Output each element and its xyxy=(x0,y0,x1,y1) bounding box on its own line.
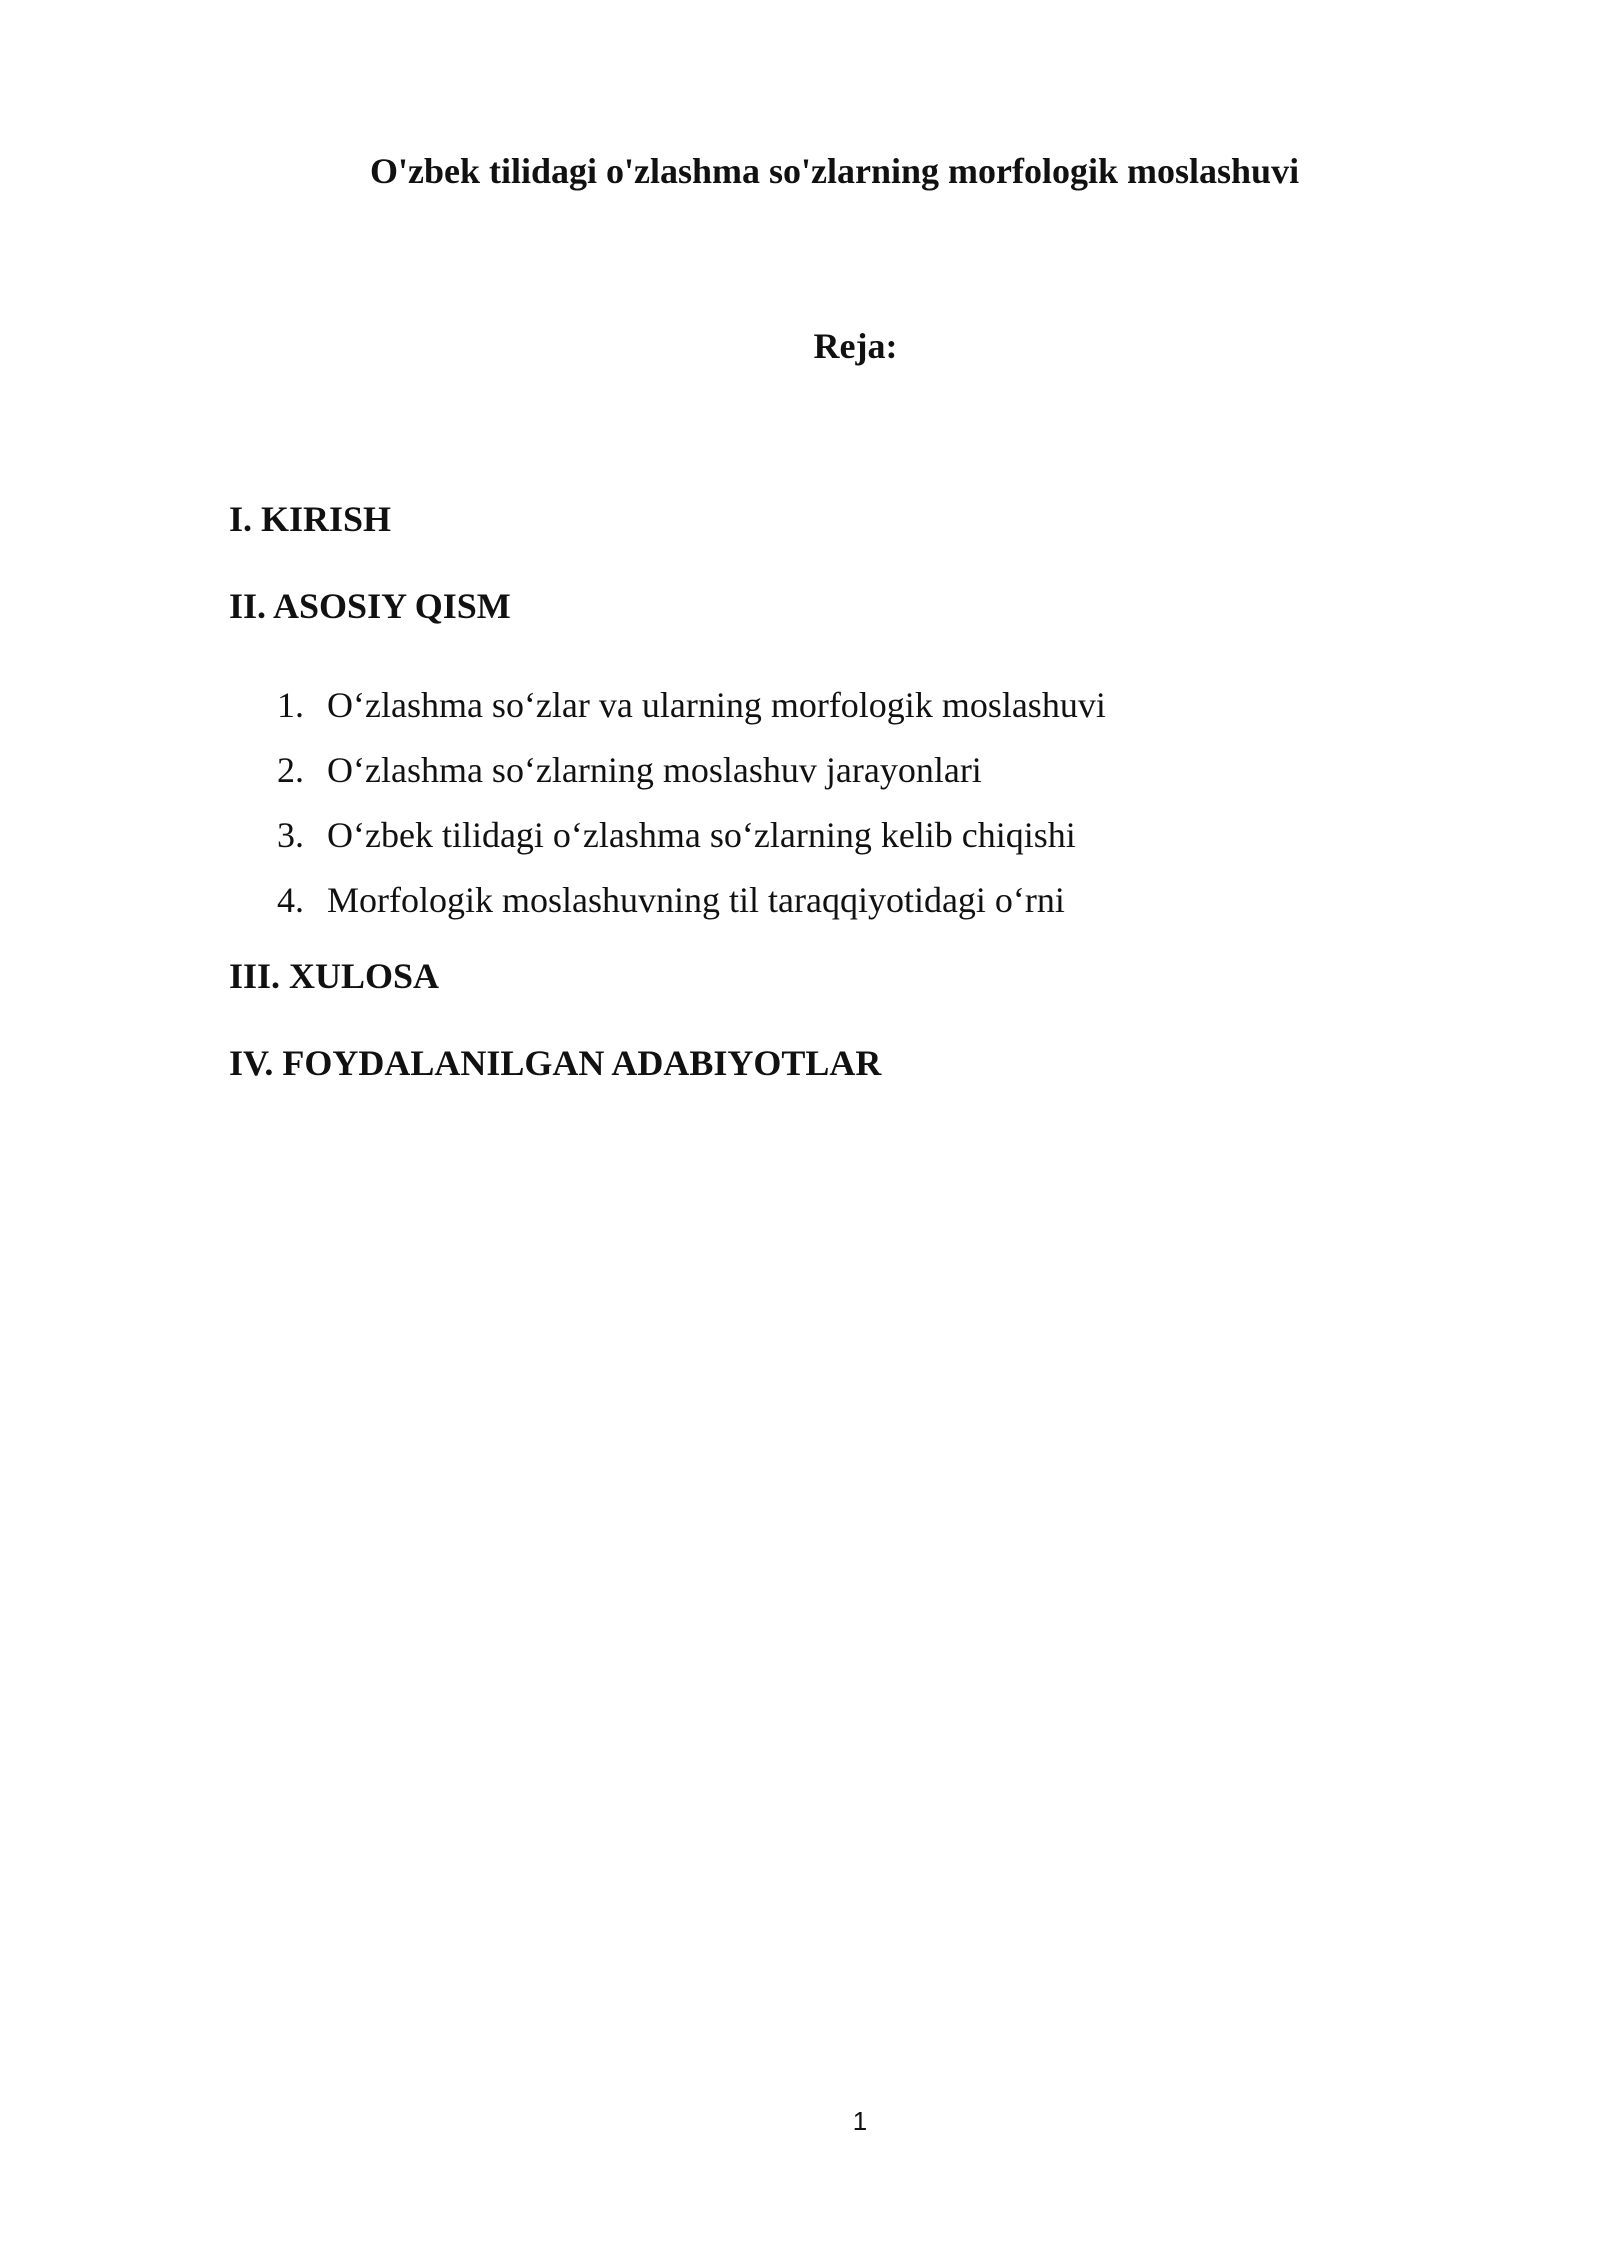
section-references: IV. FOYDALANILGAN ADABIYOTLAR xyxy=(229,1043,882,1083)
plan-heading: Reja: xyxy=(813,326,898,366)
list-item-text: O‘zlashma so‘zlarning moslashuv jarayonlari xyxy=(327,750,982,790)
list-item xyxy=(277,673,1106,738)
list-item xyxy=(277,738,1106,803)
list-item xyxy=(277,803,1106,868)
list-item-text: O‘zbek tilidagi o‘zlashma so‘zlarning kelib chiqishi xyxy=(327,815,1076,855)
list-item-number: 1. xyxy=(277,685,304,725)
list-item-text: O‘zlashma so‘zlar va ularning morfologik moslashuvi xyxy=(327,685,1106,725)
section-introduction: I. KIRISH xyxy=(229,499,392,539)
page-number: 1 xyxy=(852,2106,868,2136)
list-item-number: 3. xyxy=(277,815,304,855)
section-main-part: II. ASOSIY QISM xyxy=(229,586,511,626)
list-item-text: Morfologik moslashuvning til taraqqiyotidagi o‘rni xyxy=(327,880,1065,920)
main-part-subitems xyxy=(277,673,1106,933)
list-item-number: 4. xyxy=(277,880,304,920)
list-item-number: 2. xyxy=(277,750,304,790)
list-item xyxy=(277,868,1106,933)
section-conclusion: III. XULOSA xyxy=(229,956,440,996)
document-title: O'zbek tilidagi o'zlashma so'zlarning morfologik moslashuvi xyxy=(370,151,1300,191)
